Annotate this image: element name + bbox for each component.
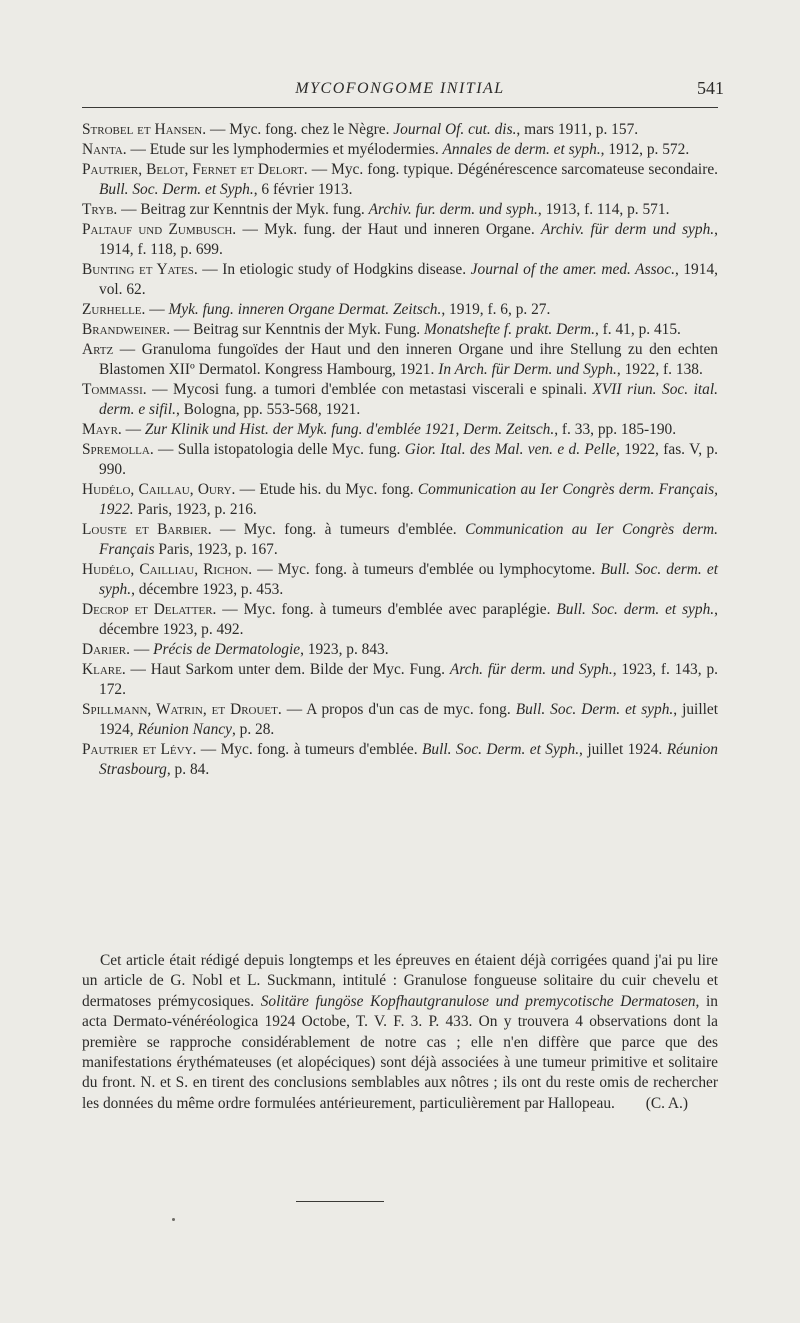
reference-entry: Pautrier et Lévy. — Myc. fong. à tumeurs d'emblée. Bull. Soc. Derm. et Syph., juillet 1924. Réunion Strasbourg, p. 84. <box>82 741 718 778</box>
reference-entry: Louste et Barbier. — Myc. fong. à tumeurs d'emblée. Communication au Ier Congrès derm. Français Paris, 1923, p. 167. <box>82 521 718 558</box>
reference-entry: Artz — Granuloma fungoïdes der Haut und den inneren Organe und ihre Stellung zu den echten Blastomen XIIº Dermatol. Kongress Hambourg, 1921. In Arch. für Derm. und Syph., 1922, f. 138. <box>82 341 718 378</box>
reference-entry: Nanta. — Etude sur les lymphodermies et myélodermies. Annales de derm. et syph., 1912, p. 572. <box>82 141 690 158</box>
reference-entry: Hudélo, Cailliau, Richon. — Myc. fong. à tumeurs d'emblée ou lymphocytome. Bull. Soc. derm. et syph., décembre 1923, p. 453. <box>82 561 718 598</box>
running-header <box>82 78 724 102</box>
reference-entry: Darier. — Précis de Dermatologie, 1923, p. 843. <box>82 641 389 658</box>
end-rule <box>296 1201 384 1202</box>
reference-entry: Tommassi. — Mycosi fung. a tumori d'emblée con metastasi viscerali e spinali. XVII riun. Soc. ital. derm. e sifil., Bologna, pp. 553-568, 1921. <box>82 381 718 418</box>
reference-entry: Hudélo, Caillau, Oury. — Etude his. du Myc. fong. Communication au Ier Congrès derm. Français, 1922. Paris, 1923, p. 216. <box>82 481 718 518</box>
reference-entry: Strobel et Hansen. — Myc. fong. chez le Nègre. Journal Of. cut. dis., mars 1911, p. 157. <box>82 121 639 138</box>
page-number: 541 <box>697 78 724 98</box>
ink-speck <box>172 1218 175 1221</box>
reference-entry: Spremolla. — Sulla istopatologia delle Myc. fung. Gior. Ital. des Mal. ven. e d. Pelle, 1922, fas. V, p. 990. <box>82 441 718 478</box>
reference-entry: Tryb. — Beitrag zur Kenntnis der Myk. fung. Archiv. fur. derm. und syph., 1913, f. 114, p. 571. <box>82 201 670 218</box>
bibliography <box>82 120 718 780</box>
reference-entry: Brandweiner. — Beitrag sur Kenntnis der Myk. Fung. Monatshefte f. prakt. Derm., f. 41, p. 415. <box>82 321 681 338</box>
reference-entry: Pautrier, Belot, Fernet et Delort. — Myc. fong. typique. Dégénérescence sarcomateuse secondaire. Bull. Soc. Derm. et Syph., 6 février 1913. <box>82 161 719 198</box>
reference-entry: Decrop et Delatter. — Myc. fong. à tumeurs d'emblée avec paraplégie. Bull. Soc. derm. et syph., décembre 1923, p. 492. <box>82 601 718 638</box>
reference-entry: Bunting et Yates. — In etiologic study of Hodgkins disease. Journal of the amer. med. Assoc., 1914, vol. 62. <box>82 261 718 298</box>
running-title: MYCOFONGOME INITIAL <box>295 80 505 97</box>
header-rule <box>82 107 718 108</box>
signature: (C. A.) <box>645 1094 689 1112</box>
reference-entry: Zurhelle. — Myk. fung. inneren Organe Dermat. Zeitsch., 1919, f. 6, p. 27. <box>82 301 551 318</box>
reference-entry: Paltauf und Zumbusch. — Myk. fung. der Haut und inneren Organe. Archiv. für derm und syph., 1914, f. 118, p. 699. <box>82 221 718 258</box>
reference-entry: Spillmann, Watrin, et Drouet. — A propos d'un cas de myc. fong. Bull. Soc. Derm. et syph., juillet 1924, Réunion Nancy, p. 28. <box>82 701 718 738</box>
reference-entry: Klare. — Haut Sarkom unter dem. Bilde der Myc. Fung. Arch. für derm. und Syph., 1923, f. 143, p. 172. <box>82 661 718 698</box>
closing-paragraph: Cet article était rédigé depuis longtemps et les épreuves en étaient déjà corrigées quand j'ai pu lire un article de G. Nobl et L. Suckmann, intitulé : Granulose fongueuse solitaire du cuir chevelu et dermatoses prémycosiques. Solitäre fungöse Kopfhautgranulose und premycotische Dermatosen, in acta Dermato-vénéréologica 1924 Octobe, T. V. F. 3. P. 433. On y trouvera 4 observations dont la première se rapproche considérablement de notre cas ; elle n'en diffère que parce que des manifestations érythémateuses (et alopéciques) sont déjà associées à une tumeur primitive et solitaire du front. N. et S. en tirent des conclusions semblables aux nôtres ; ils ont du reste omis de rechercher les données du même ordre formulées antérieurement, particulièrement par Hallopeau. (C. A.) <box>82 952 718 1112</box>
reference-entry: Mayr. — Zur Klinik und Hist. der Myk. fung. d'emblée 1921, Derm. Zeitsch., f. 33, pp. 185-190. <box>82 421 677 438</box>
